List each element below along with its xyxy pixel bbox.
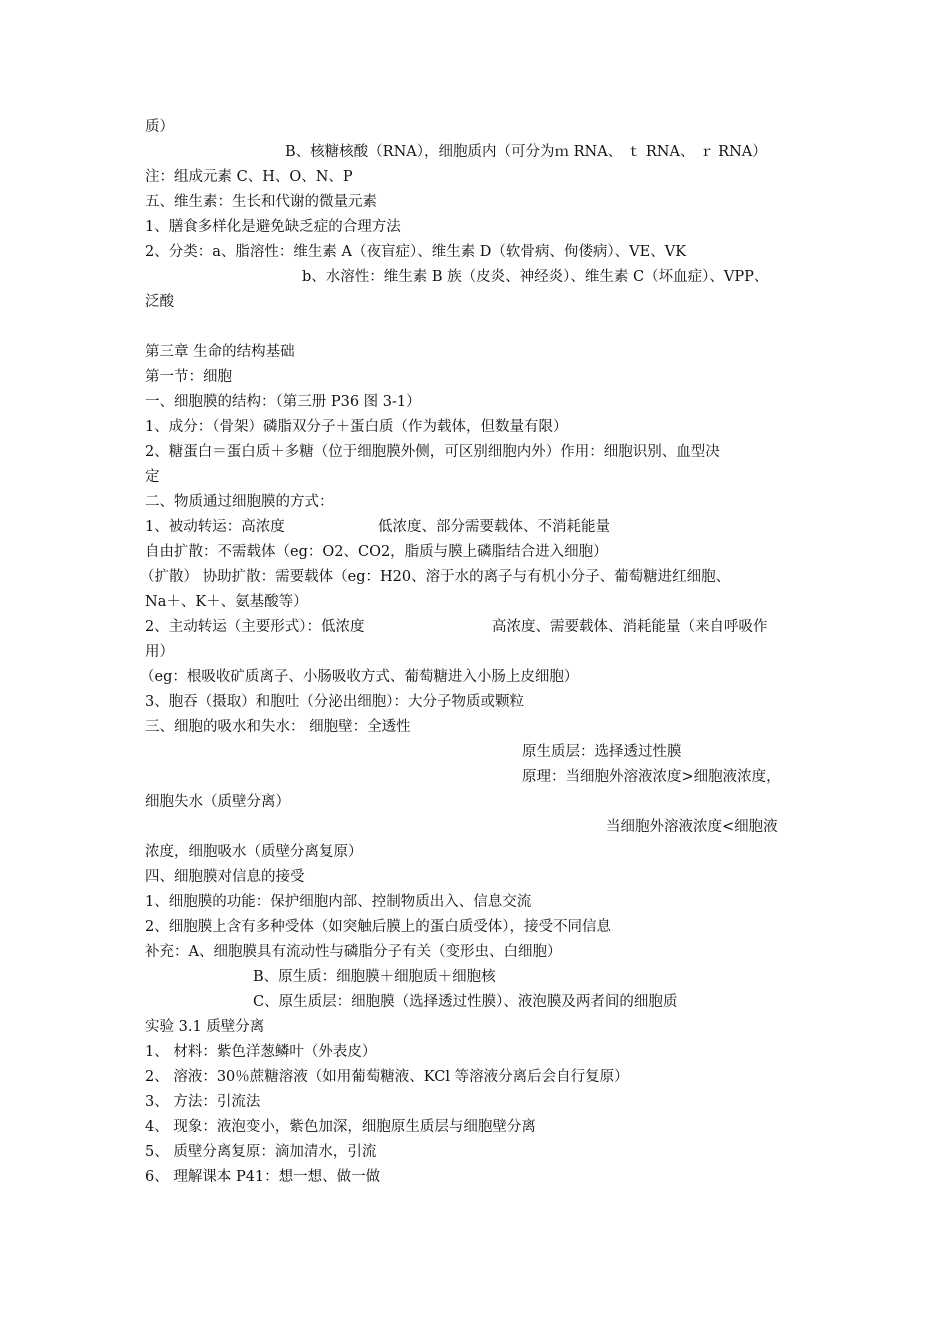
experiment-heading: 实验 3.1 质壁分离	[145, 1019, 265, 1035]
text-line: （eg：根吸收矿质离子、小肠吸收方式、葡萄糖进入小肠上皮细胞）	[140, 669, 579, 685]
text-line: 1、被动转运：高浓度	[145, 519, 285, 535]
text-line: 当细胞外溶液浓度<细胞液	[606, 819, 778, 835]
list-item: 3、 方法：引流法	[145, 1094, 261, 1110]
text-line: B、原生质：细胞膜＋细胞质＋细胞核	[253, 969, 496, 985]
text-line: 2、细胞膜上含有多种受体（如突触后膜上的蛋白质受体），接受不同信息	[145, 919, 611, 935]
text-line: 用）	[145, 644, 174, 660]
text-line: 一、细胞膜的结构：（第三册 P36 图 3-1）	[145, 394, 421, 410]
text-line: 定	[145, 469, 160, 485]
text-line: 三、细胞的吸水和失水： 细胞壁：全透性	[145, 719, 411, 735]
text-line: 质）	[145, 119, 174, 135]
text-line: 高浓度、需要载体、消耗能量（来自呼吸作	[492, 619, 768, 635]
text-line: 细胞失水（质壁分离）	[145, 794, 290, 810]
text-line: 3、胞吞（摄取）和胞吐（分泌出细胞）：大分子物质或颗粒	[145, 694, 524, 710]
list-item: 2、 溶液：30％蔗糖溶液（如用葡萄糖液、KCl 等溶液分离后会自行复原）	[145, 1069, 629, 1085]
text-line: 二、物质通过细胞膜的方式：	[145, 494, 334, 510]
text-line: C、原生质层：细胞膜（选择透过性膜）、液泡膜及两者间的细胞质	[253, 994, 678, 1010]
text-line: Na＋、K＋、氨基酸等）	[145, 594, 308, 610]
text-line: b、水溶性：维生素 B 族（皮炎、神经炎）、维生素 C（坏血症）、VPP、	[302, 269, 769, 285]
text-line: 1、成分：（骨架）磷脂双分子＋蛋白质（作为载体，但数量有限）	[145, 419, 568, 435]
chapter-heading: 第三章 生命的结构基础	[145, 344, 295, 360]
text-line: B、核糖核酸（RNA），细胞质内（可分为ｍ RNA、 ｔ RNA、 ｒ RNA）	[285, 144, 767, 160]
text-line: 五、维生素：生长和代谢的微量元素	[145, 194, 377, 210]
text-line: 1、膳食多样化是避免缺乏症的合理方法	[145, 219, 401, 235]
text-line: 1、细胞膜的功能：保护细胞内部、控制物质出入、信息交流	[145, 894, 532, 910]
text-line: 2、分类：a、脂溶性：维生素 A（夜盲症）、维生素 D（软骨病、佝偻病）、VE、VK	[145, 244, 687, 260]
text-line: 原生质层：选择透过性膜	[522, 744, 682, 760]
list-item: 6、 理解课本 P41：想一想、做一做	[145, 1169, 381, 1185]
list-item: 5、 质壁分离复原：滴加清水，引流	[145, 1144, 377, 1160]
section-heading: 第一节：细胞	[145, 369, 232, 385]
text-line: 浓度，细胞吸水（质壁分离复原）	[145, 844, 363, 860]
text-line: 四、细胞膜对信息的接受	[145, 869, 305, 885]
text-line: 原理：当细胞外溶液浓度>细胞液浓度，	[522, 769, 781, 785]
list-item: 4、 现象：液泡变小，紫色加深，细胞原生质层与细胞壁分离	[145, 1119, 536, 1135]
text-line: 低浓度、部分需要载体、不消耗能量	[378, 519, 610, 535]
text-line: 自由扩散：不需载体（eg：O2、CO2，脂质与膜上磷脂结合进入细胞）	[145, 544, 608, 560]
text-line: 注：组成元素 C、H、O、N、P	[145, 169, 353, 185]
text-line: （扩散） 协助扩散：需要载体（eg：H20、溶于水的离子与有机小分子、葡萄糖进红细胞、	[140, 569, 731, 585]
text-line: 2、糖蛋白＝蛋白质＋多糖（位于细胞膜外侧，可区别细胞内外）作用：细胞识别、血型决	[145, 444, 720, 460]
text-line: 2、主动转运（主要形式）：低浓度	[145, 619, 365, 635]
text-line: 泛酸	[145, 294, 174, 310]
list-item: 1、 材料：紫色洋葱鳞叶（外表皮）	[145, 1044, 377, 1060]
text-line: 补充：A、细胞膜具有流动性与磷脂分子有关（变形虫、白细胞）	[145, 944, 562, 960]
